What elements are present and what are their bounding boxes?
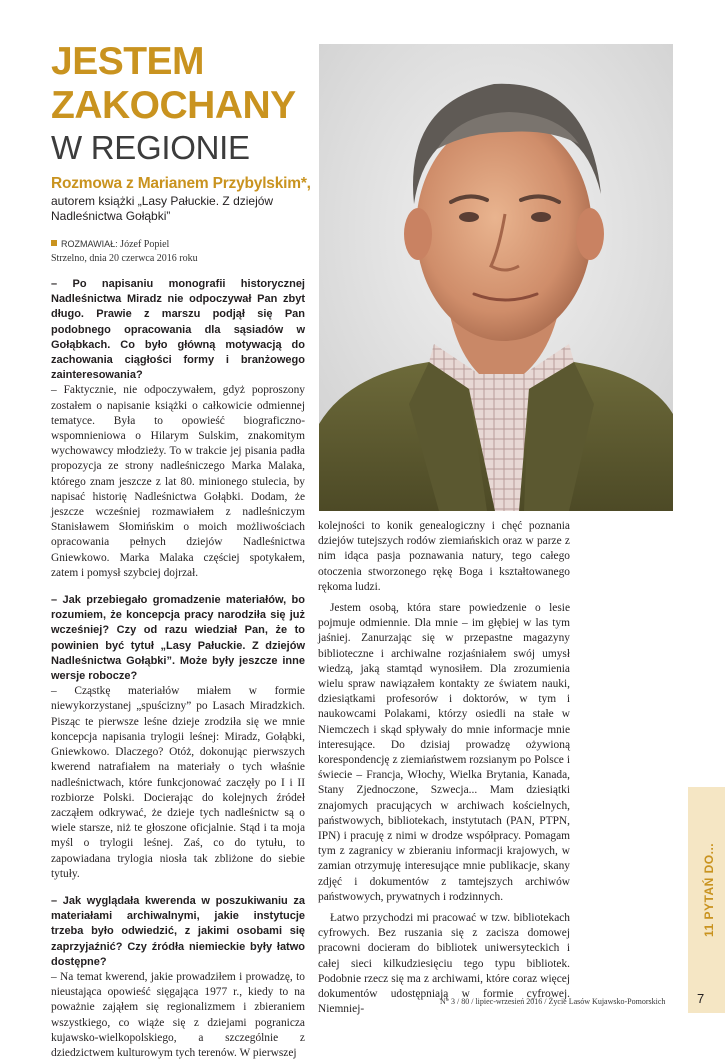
- answer-paragraph: Jestem osobą, która stare powiedzenie o lesie pojmuje odmiennie. Dla mnie – im głębiej w las tym jaśniej. Zanurzając się w przepastne magazyny biblioteczne i archiwalne rozjaśniałem swój umysł wiedzą, jaką stamtąd wynosiłem. Dla zrozumienia wielu spraw nawiązałem kontakty ze światem nauki, dziesiątkami profesorów i doktorów, w tym i naukowcami Polakami, którzy osiedli na stałe w Niemczech i skąd spływały do mnie informacje mnie interesujące. Do dzisiaj prowadzę ożywioną korespondencję z ziemiaństwem rozsianym po Polsce i świecie – Francja, Włochy, Wielka Brytania, Kanada, Stany Zjednoczone, Szwecja... Mam dziesiątki znajomych pracujących w archiwach kościelnych, państwowych, bibliotekach, instytutach (PAN, PTPN, IPN) i pracuję z nimi w drodze współpracy. Pomagam tym z zagranicy w zbieraniu informacji krajowych, w zamian otrzymuję interesujące mnie publikacje, skany zdjęć i dokumentów z tamtejszych archiwów państwowych, prywatnych i rodzinnych.: [318, 602, 570, 903]
- interview-place-date: Strzelno, dnia 20 czerwca 2016 roku: [51, 253, 198, 264]
- interviewer-name: Józef Popiel: [120, 239, 170, 250]
- side-tab-label: 11 PYTAŃ DO...: [702, 842, 716, 937]
- title-line-2: ZAKOCHANY: [51, 84, 296, 127]
- answer-paragraph: kolejności to konik genealogiczny i chęć poznania dziejów tutejszych rodów ziemiańskich oraz w parze z nim idąca pasja poznawania natury, tego całego otoczenia stworzonego rękę Boga i kształtowanego rękoma ludzi.: [318, 520, 570, 593]
- question-paragraph: – Jak wyglądała kwerenda w poszukiwaniu za materiałami archiwalnymi, jakie instytucje trzeba było odwiedzić, z jakimi osobami się zaprzyjaźnić? Czy źródła niemieckie były łatwo dostępne?: [51, 894, 305, 968]
- question-paragraph: – Jak przebiegało gromadzenie materiałów, bo rozumiem, że koncepcja pracy narodziła się już wcześniej? Czy od razu wiedział Pan, że to powinien być tytuł „Lasy Pałuckie. Z dziejów Nadleśnictwa Gołąbki”. Może były jeszcze inne wersje robocze?: [51, 594, 305, 683]
- question-paragraph: – Po napisaniu monografii historycznej Nadleśnictwa Miradz nie odpoczywał Pan zbyt długo. Prawie z marszu podjął się Pan podobnego opracowania dla sąsiadów w Gołąbkach. Co było główną motywacją do zachowania ciągłości formy i branżowego zainteresowania?: [51, 278, 305, 382]
- answer-paragraph: – Cząstkę materiałów miałem w formie niewykorzystanej „spuścizny” po Lasach Miradzkich. Pisząc te pierwsze leśne dzieje zrodziła się we mnie koncepcja napisania trylogii leśnej: Miradz, Gołąbki, Gniewkowo. Dlaczego? Otóż, dokonując pierwszych kwerend natrafiałem na materiały o tych właśnie nadleśnictwach, które funkcjonować zaczęły po I i II rozbiorze Polski. Docierając do kolejnych źródeł zacząłem odkrywać, że dzieje tych nadleśnictw są o wiele starsze, niż te głoszone oficjalnie. Stąd i ta moja myśl o trylogii leśnej. Zaś, co do tytułu, to zapowiadana trylogia niosła tak zbliżone do siebie tytuły.: [51, 685, 305, 880]
- portrait-photo: [319, 44, 673, 511]
- subtitle: Rozmowa z Marianem Przybylskim*,: [51, 175, 311, 192]
- author-description: autorem książki „Lasy Pałuckie. Z dziejów Nadleśnictwa Gołąbki”: [51, 194, 274, 223]
- answer-paragraph: – Faktycznie, nie odpoczywałem, gdyż poproszony zostałem o napisanie książki o całkowicie odmiennej tematyce. Była to opowieść biograficzno-wspomnieniowa o Hilarym Sulskim, znakomitym wychowawcy młodzieży. To w trakcie jej pisania padła propozycja ze strony nadleśniczego Marka Malaka, którego znam jeszcze z lat 80. minionego stulecia, by napisać historię Nadleśnictwa Gołąbki. Dodam, że jeszcze wcześniej rozmawiałem z nadleśniczym Stanisławem Słomińskim o moich możliwościach opracowania pełnych dziejów Nadleśnictwa Gniewkowo. Marka Malaka częściej spotykałem, zatem i pomysł szybciej dojrzał.: [51, 384, 305, 579]
- page-number: 7: [697, 991, 705, 1006]
- answer-paragraph: Łatwo przychodzi mi pracować w tzw. bibliotekach cyfrowych. Bez ruszania się z zacisza domowej pracowni docieram do bibliotek uniwersyteckich i całej sieci kilkudziesięciu tego typu bibliotek. Podobnie rzecz się ma z archiwami, które coraz więcej dokumentów udostępniają w formie cyfrowej. Niemniej-: [318, 912, 570, 1016]
- bullet-square: [51, 240, 57, 246]
- side-tab-label-svg: [687, 787, 725, 947]
- answer-paragraph: – Na temat kwerend, jakie prowadziłem i prowadzę, to nieustająca opowieść sięgająca 1977 r., kiedy to na poważnie zająłem się regionalizmem i zbieraniem wszystkiego, co wiąże się z dziejami pogranicza kujawsko-wielkopolskiego, a szczególnie z dziedzictwem kulturowym tych terenów. W pierwszej: [51, 970, 305, 1059]
- title-line-1: JESTEM: [51, 40, 205, 83]
- right-text-column: [318, 519, 570, 1018]
- left-text-column: [51, 277, 305, 1061]
- title-line-3: W REGIONIE: [51, 129, 250, 166]
- portrait-illustration: [319, 44, 673, 511]
- interviewer-label: ROZMAWIAŁ:: [61, 239, 118, 249]
- interviewer-info: [51, 237, 301, 266]
- footer: N° 3 / 80 / lipiec-wrzesień 2016 / Życie Lasów Kujawsko-Pomorskich: [440, 997, 666, 1006]
